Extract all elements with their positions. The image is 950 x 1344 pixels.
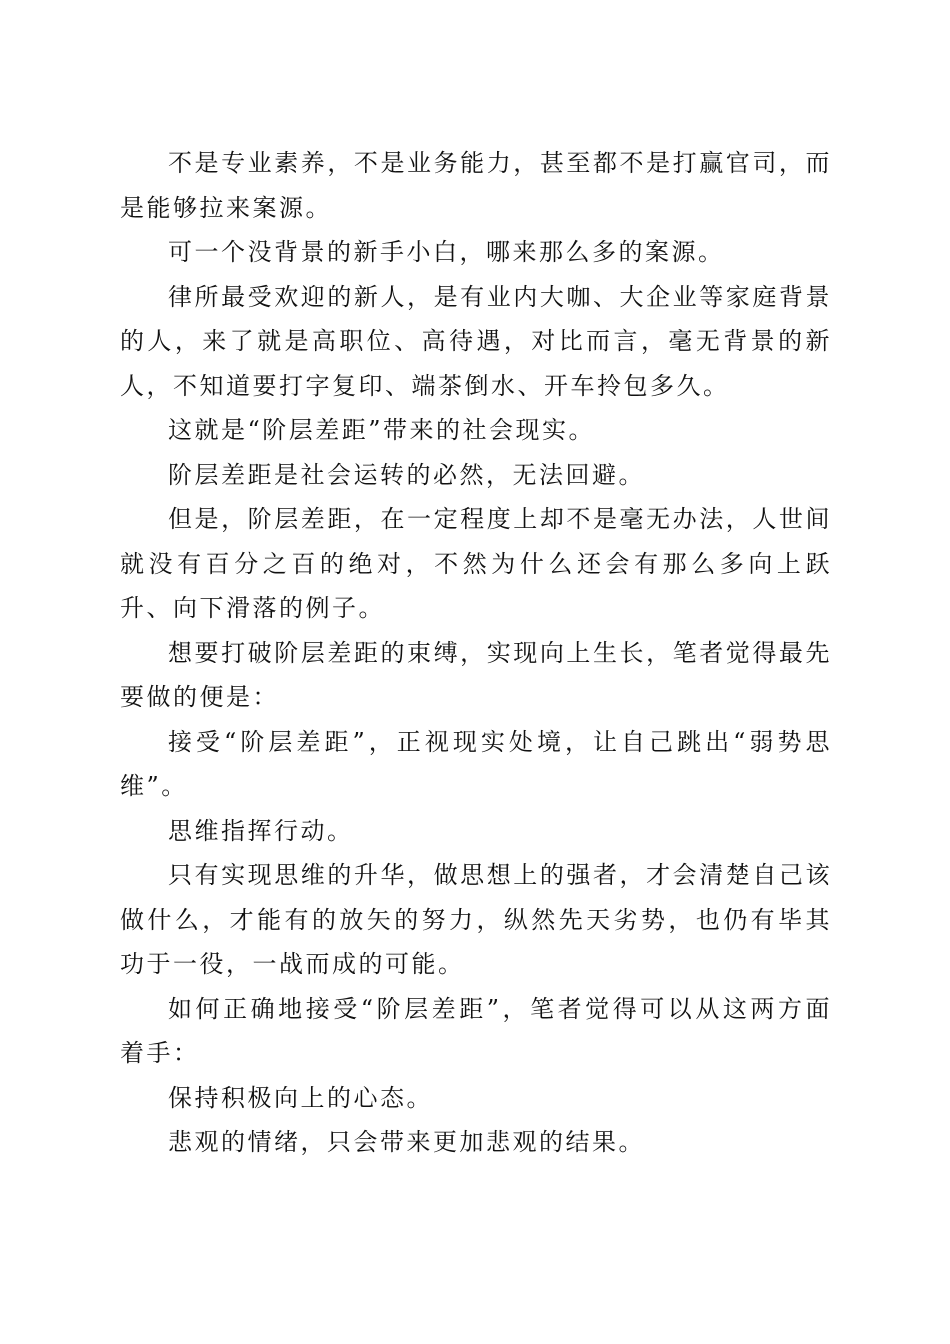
paragraph-6: 但是，阶层差距，在一定程度上却不是毫无办法，人世间就没有百分之百的绝对，不然为什么还会有那么多向上跃升、向下滑落的例子。 (120, 505, 832, 622)
paragraph-1: 不是专业素养，不是业务能力，甚至都不是打赢官司，而是能够拉来案源。 (120, 149, 832, 222)
paragraph-5: 阶层差距是社会运转的必然，无法回避。 (168, 460, 645, 489)
paragraph-13: 悲观的情绪，只会带来更加悲观的结果。 (168, 1128, 645, 1156)
paragraph-7: 想要打破阶层差距的束缚，实现向上生长，笔者觉得最先要做的便是： (120, 638, 832, 711)
paragraph-11: 如何正确地接受“阶层差距”，笔者觉得可以从这两方面着手： (120, 994, 832, 1067)
document-body (120, 141, 832, 1165)
paragraph-3: 律所最受欢迎的新人，是有业内大咖、大企业等家庭背景的人，来了就是高职位、高待遇，对比而言，毫无背景的新人，不知道要打字复印、端茶倒水、开车拎包多久。 (120, 282, 832, 400)
paragraph-10: 只有实现思维的升华，做思想上的强者，才会清楚自己该做什么，才能有的放矢的努力，纵然先天劣势，也仍有毕其功于一役，一战而成的可能。 (120, 861, 832, 978)
paragraph-2: 可一个没背景的新手小白，哪来那么多的案源。 (168, 238, 725, 266)
paragraph-9: 思维指挥行动。 (168, 816, 354, 845)
paragraph-12: 保持积极向上的心态。 (168, 1083, 433, 1112)
paragraph-4: 这就是“阶层差距”带来的社会现实。 (168, 416, 596, 444)
paragraph-8: 接受“阶层差距”，正视现实处境，让自己跳出“弱势思维”。 (120, 727, 832, 800)
